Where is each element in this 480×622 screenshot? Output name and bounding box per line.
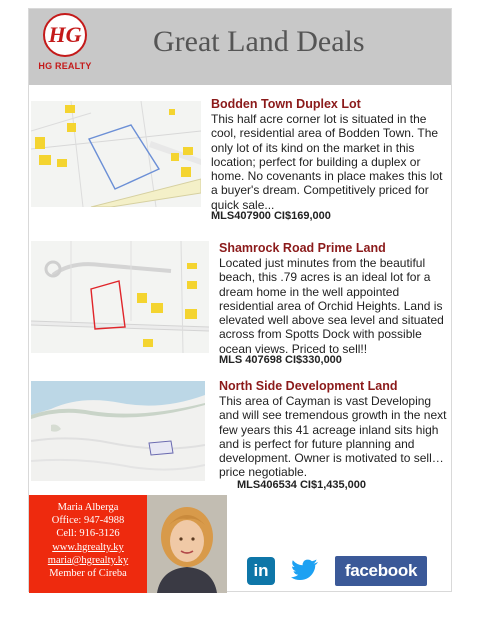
facebook-icon[interactable]: facebook [335,556,427,586]
listing-mls-price: MLS406534 CI$1,435,000 [237,479,367,491]
agent-name: Maria Alberga [57,502,119,513]
linkedin-icon[interactable]: in [247,557,275,585]
plot-map-3 [31,381,205,481]
listing-description: This half acre corner lot is situated in the cool, residential area of Bodden Town. The only lot of its kind on the market in this location; perfect for building a duplex or home. No covenants in place makes this lot a buyer's dream. Competitively priced for quick sale... [211,112,443,212]
page-title: Great Land Deals [153,25,365,58]
twitter-icon[interactable] [291,559,319,583]
plot-map-1 [31,101,201,207]
listing-title: North Side Development Land [219,379,398,393]
hg-realty-logo [37,13,93,81]
flyer-page [28,8,452,592]
agent-office-phone: Office: 947-4988 [51,515,125,527]
listing-shamrock-road [29,235,451,365]
agent-cell-phone: Cell: 916-3126 [56,528,120,540]
logo-text: HG REALTY [38,61,92,71]
agent-contact-card [29,495,147,593]
logo-monogram: HG [43,13,87,57]
listing-mls-price: MLS 407698 CI$330,000 [219,354,342,366]
agent-email-link[interactable]: maria@hgrealty.ky [47,554,129,566]
listing-bodden-town [29,95,451,225]
listing-mls-price: MLS407900 CI$169,000 [211,210,331,222]
listing-description: This area of Cayman is vast Developing and will see tremendous growth in the next few years this 41 acreage inland sits high and is perfect for future planning and development. Owner is motivated to sell… price negotiable. [219,394,447,480]
listing-title: Bodden Town Duplex Lot [211,97,361,111]
agent-website-link[interactable]: www.hgrealty.ky [52,541,124,553]
agent-photo [147,495,227,593]
plot-map-2 [31,241,209,353]
listing-title: Shamrock Road Prime Land [219,241,386,255]
header-bar [29,9,451,85]
listing-north-side [29,375,451,495]
agent-membership: Member of Cireba [49,568,127,580]
listing-description: Located just minutes from the beautiful beach, this .79 acres is an ideal lot for a dream home in the well appointed residential area of Orchid Heights. Land is elevated well above sea level and situated across from Spotts Dock with possible ocean views. Priced to sell!! [219,256,444,356]
